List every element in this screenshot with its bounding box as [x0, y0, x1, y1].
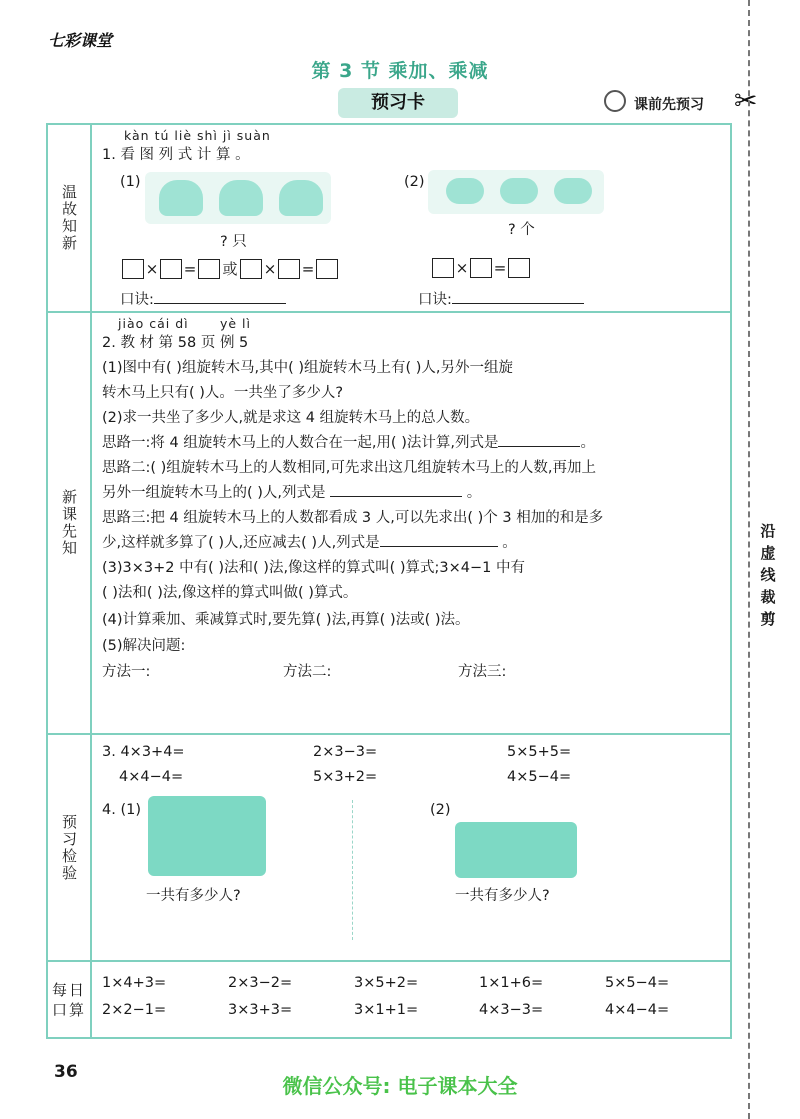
- q2-line-3: (2)求一共坐了多少人,就是求这 4 组旋转木马上的总人数。: [102, 410, 480, 426]
- page-number: 36: [54, 1062, 78, 1082]
- card-title: 预习卡: [338, 88, 458, 118]
- section-title: 第 3 节 乘加、乘减: [311, 60, 489, 82]
- q1-koujue-b: 口诀:: [418, 290, 584, 310]
- answer-box[interactable]: [316, 259, 338, 279]
- answer-box[interactable]: [122, 259, 144, 279]
- answer-box[interactable]: [508, 258, 530, 278]
- q2-line-1: (1)图中有( )组旋转木马,其中( )组旋转木马上有( )人,另外一组旋: [102, 360, 514, 376]
- q3-item: 4×5−4=: [507, 769, 572, 785]
- row-divider: [46, 311, 732, 313]
- q3-item: 4×4−4=: [119, 769, 184, 785]
- daily-item: 2×2−1=: [102, 1002, 167, 1018]
- q2-line-2: 转木马上只有( )人。一共坐了多少人?: [102, 385, 344, 401]
- daily-item: 1×1+6=: [479, 975, 544, 991]
- daily-item: 3×1+1=: [354, 1002, 419, 1018]
- answer-box[interactable]: [278, 259, 300, 279]
- answer-box[interactable]: [160, 259, 182, 279]
- answer-line[interactable]: [452, 303, 584, 304]
- q2-line-5: 思路二:( )组旋转木马上的人数相同,可先求出这几组旋转木马上的人数,再加上: [102, 460, 597, 476]
- preview-label: 课前先预习: [634, 97, 704, 113]
- q2-title: 2. 教 材 第 58 页 例 5: [102, 335, 249, 351]
- footer-watermark: 微信公众号: 电子课本大全: [282, 1074, 518, 1098]
- clock-icon: [604, 90, 626, 112]
- answer-box[interactable]: [198, 259, 220, 279]
- cake-icon: [554, 178, 592, 204]
- q4-part2-label: (2): [430, 802, 451, 818]
- q2-line-12: (5)解决问题:: [102, 638, 186, 654]
- answer-line[interactable]: [330, 496, 462, 497]
- q1-equation-a: × = 或 × =: [122, 258, 338, 279]
- mitten-icon: [159, 180, 203, 216]
- row-label-review: 温故知新: [60, 184, 78, 252]
- cut-label: 沿 虚 线 裁 剪: [760, 522, 776, 628]
- mitten-icon: [219, 180, 263, 216]
- q1-pinyin: kàn tú liè shì jì suàn: [124, 128, 271, 143]
- answer-line[interactable]: [154, 303, 286, 304]
- cut-line: [748, 0, 750, 1119]
- row-label-new: 新课先知: [60, 489, 78, 557]
- answer-box[interactable]: [240, 259, 262, 279]
- q2-line-10: ( )法和( )法,像这样的算式叫做( )算式。: [102, 585, 358, 601]
- q3-item: 5×3+2=: [313, 769, 378, 785]
- answer-box[interactable]: [470, 258, 492, 278]
- daily-item: 5×5−4=: [605, 975, 670, 991]
- dashed-divider: [352, 800, 353, 940]
- daily-item: 3×5+2=: [354, 975, 419, 991]
- q1-part1-label: (1): [120, 174, 141, 190]
- daily-item: 3×3+3=: [228, 1002, 293, 1018]
- row-label-check: 预习检验: [60, 813, 78, 882]
- q2-line-11: (4)计算乘加、乘减算式时,要先算( )法,再算( )法或( )法。: [102, 612, 470, 628]
- answer-line[interactable]: [380, 546, 498, 547]
- q2-line-8: 少,这样就多算了( )人,还应减去( )人,列式是 。: [102, 535, 517, 551]
- q1-part2-label: (2): [404, 174, 425, 190]
- row-label-daily: 每日口算: [51, 980, 86, 1019]
- method-1: 方法一:: [102, 664, 151, 680]
- q2-pinyin-1: jiào cái dì: [118, 316, 189, 331]
- method-2: 方法二:: [283, 664, 332, 680]
- people-image: [148, 796, 266, 876]
- q3-item: 3. 4×3+4=: [102, 744, 185, 760]
- q1-koujue-a: 口诀:: [120, 290, 286, 310]
- q1-title: 1. 看 图 列 式 计 算 。: [102, 147, 250, 163]
- cake-icon: [446, 178, 484, 204]
- q4-part1-label: 4. (1): [102, 802, 141, 818]
- q2-pinyin-2: yè lì: [220, 316, 252, 331]
- q2-line-6: 另外一组旋转木马上的( )人,列式是 。: [102, 485, 482, 501]
- q2-line-4: 思路一:将 4 组旋转木马上的人数合在一起,用( )法计算,列式是 。: [102, 435, 595, 451]
- method-3: 方法三:: [458, 664, 507, 680]
- q4-question-1: 一共有多少人?: [146, 888, 241, 904]
- q1-question-a: ? 只: [220, 234, 247, 250]
- q4-question-2: 一共有多少人?: [455, 888, 550, 904]
- cakes-image: [428, 170, 604, 214]
- daily-item: 4×3−3=: [479, 1002, 544, 1018]
- scissors-icon: ✂: [734, 84, 758, 117]
- mitten-icon: [279, 180, 323, 216]
- row-divider: [46, 733, 732, 735]
- q3-item: 5×5+5=: [507, 744, 572, 760]
- q1-equation-b: × =: [432, 258, 530, 278]
- cake-icon: [500, 178, 538, 204]
- q1-question-b: ? 个: [508, 222, 535, 238]
- row-divider: [46, 960, 732, 962]
- answer-line[interactable]: [498, 446, 580, 447]
- people-image: [455, 822, 577, 878]
- q2-line-9: (3)3×3+2 中有( )法和( )法,像这样的算式叫( )算式;3×4−1 中有: [102, 560, 525, 576]
- daily-item: 4×4−4=: [605, 1002, 670, 1018]
- daily-item: 1×4+3=: [102, 975, 167, 991]
- q2-line-7: 思路三:把 4 组旋转木马上的人数都看成 3 人,可以先求出( )个 3 相加的和是多: [102, 510, 604, 526]
- brand-logo: 七彩课堂: [48, 31, 113, 50]
- q3-item: 2×3−3=: [313, 744, 378, 760]
- mittens-image: [145, 172, 331, 224]
- label-divider: [90, 123, 92, 1039]
- daily-item: 2×3−2=: [228, 975, 293, 991]
- answer-box[interactable]: [432, 258, 454, 278]
